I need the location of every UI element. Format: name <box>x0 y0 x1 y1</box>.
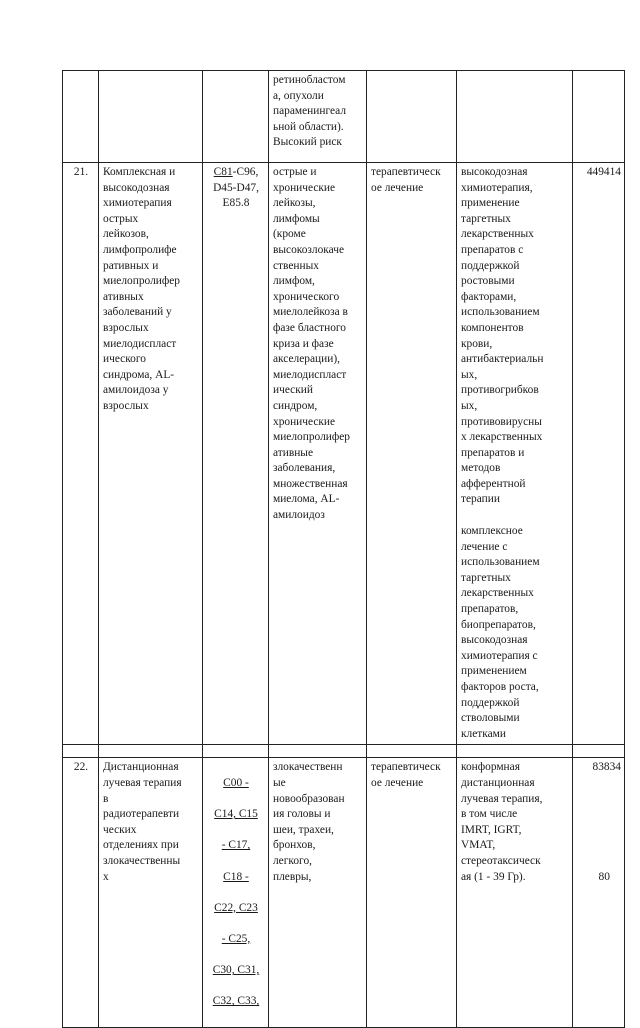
table-row <box>63 163 625 745</box>
treatment-method <box>457 71 573 163</box>
method-block-2: комплексное лечение с использованием таргетных лекарственных препаратов, биопрепаратов, высокодозная химиотерапия с применением факторов роста, поддержкой стволовыми клетками <box>461 525 540 740</box>
treatment-type <box>367 71 457 163</box>
row-number: 21. <box>63 163 99 745</box>
icd-code-line: C22, C23 <box>214 901 258 914</box>
icd-code-line: C14, C15 <box>214 808 258 821</box>
treatment-name: Дистанционная лучевая терапия в радиотерапевти ческих отделениях при злокачественны х <box>99 758 203 1028</box>
patient-model: злокачественн ые новообразован ия головы и шеи, трахеи, бронхов, легкого, плевры, <box>269 758 367 1028</box>
icd-code-line: C18 - <box>223 870 249 883</box>
icd-codes <box>203 758 269 1028</box>
icd-code-link: C81 <box>213 166 233 178</box>
table-row <box>63 71 625 163</box>
treatment-table <box>62 70 625 1028</box>
icd-code-line: C30, C31, <box>212 964 260 977</box>
row-gap <box>63 745 625 758</box>
row-number <box>63 71 99 163</box>
funding-volume: 83834 <box>573 758 625 1028</box>
treatment-type: терапевтическ ое лечение <box>367 758 457 1028</box>
funding-volume: 449414 <box>573 163 625 745</box>
treatment-name: Комплексная и высокодозная химиотерапия острых лейкозов, лимфопролифе ративных и миелопролифер ативных заболеваний у взрослых миелодиспласт ического синдрома, AL- амилоидоза у взрослых <box>99 163 203 745</box>
icd-code-range: -C96, D45-D47, E85.8 <box>213 166 259 210</box>
table-row <box>63 758 625 1028</box>
patient-model: острые и хронические лейкозы, лимфомы (кроме высокозлокаче ственных лимфом, хронического миелолейкоза в фазе бластного криза и фазе акселерации), миелодиспласт ический синдром, хронические миелопролифер ативные заболевания, множественная миелома, AL- амилоидоз <box>269 163 367 745</box>
icd-code-line: C00 - <box>223 776 249 789</box>
treatment-type: терапевтическ ое лечение <box>367 163 457 745</box>
treatment-method <box>457 163 573 745</box>
treatment-method: конформная дистанционная лучевая терапия, в том числе IMRT, IGRT, VMAT, стереотаксическ ая (1 - 39 Гр). <box>457 758 573 1028</box>
icd-code-line: C32, C33, <box>212 995 260 1008</box>
page-number: 80 <box>598 871 610 883</box>
icd-code-line: - C25, <box>221 932 251 945</box>
icd-codes <box>203 71 269 163</box>
patient-model: ретинобластом а, опухоли параменингеал ьной области). Высокий риск <box>269 71 367 163</box>
treatment-name <box>99 71 203 163</box>
row-number: 22. <box>63 758 99 1028</box>
icd-code-line: - C17, <box>221 839 251 852</box>
method-block-1: высокодозная химиотерапия, применение таргетных лекарственных препаратов с поддержкой ростовыми факторами, использованием компонентов крови, антибактериальн ых, противогрибков ых, противовирусны х лекарственных препаратов и методов афферентной терапии <box>461 166 544 506</box>
icd-codes <box>203 163 269 745</box>
funding-volume <box>573 71 625 163</box>
